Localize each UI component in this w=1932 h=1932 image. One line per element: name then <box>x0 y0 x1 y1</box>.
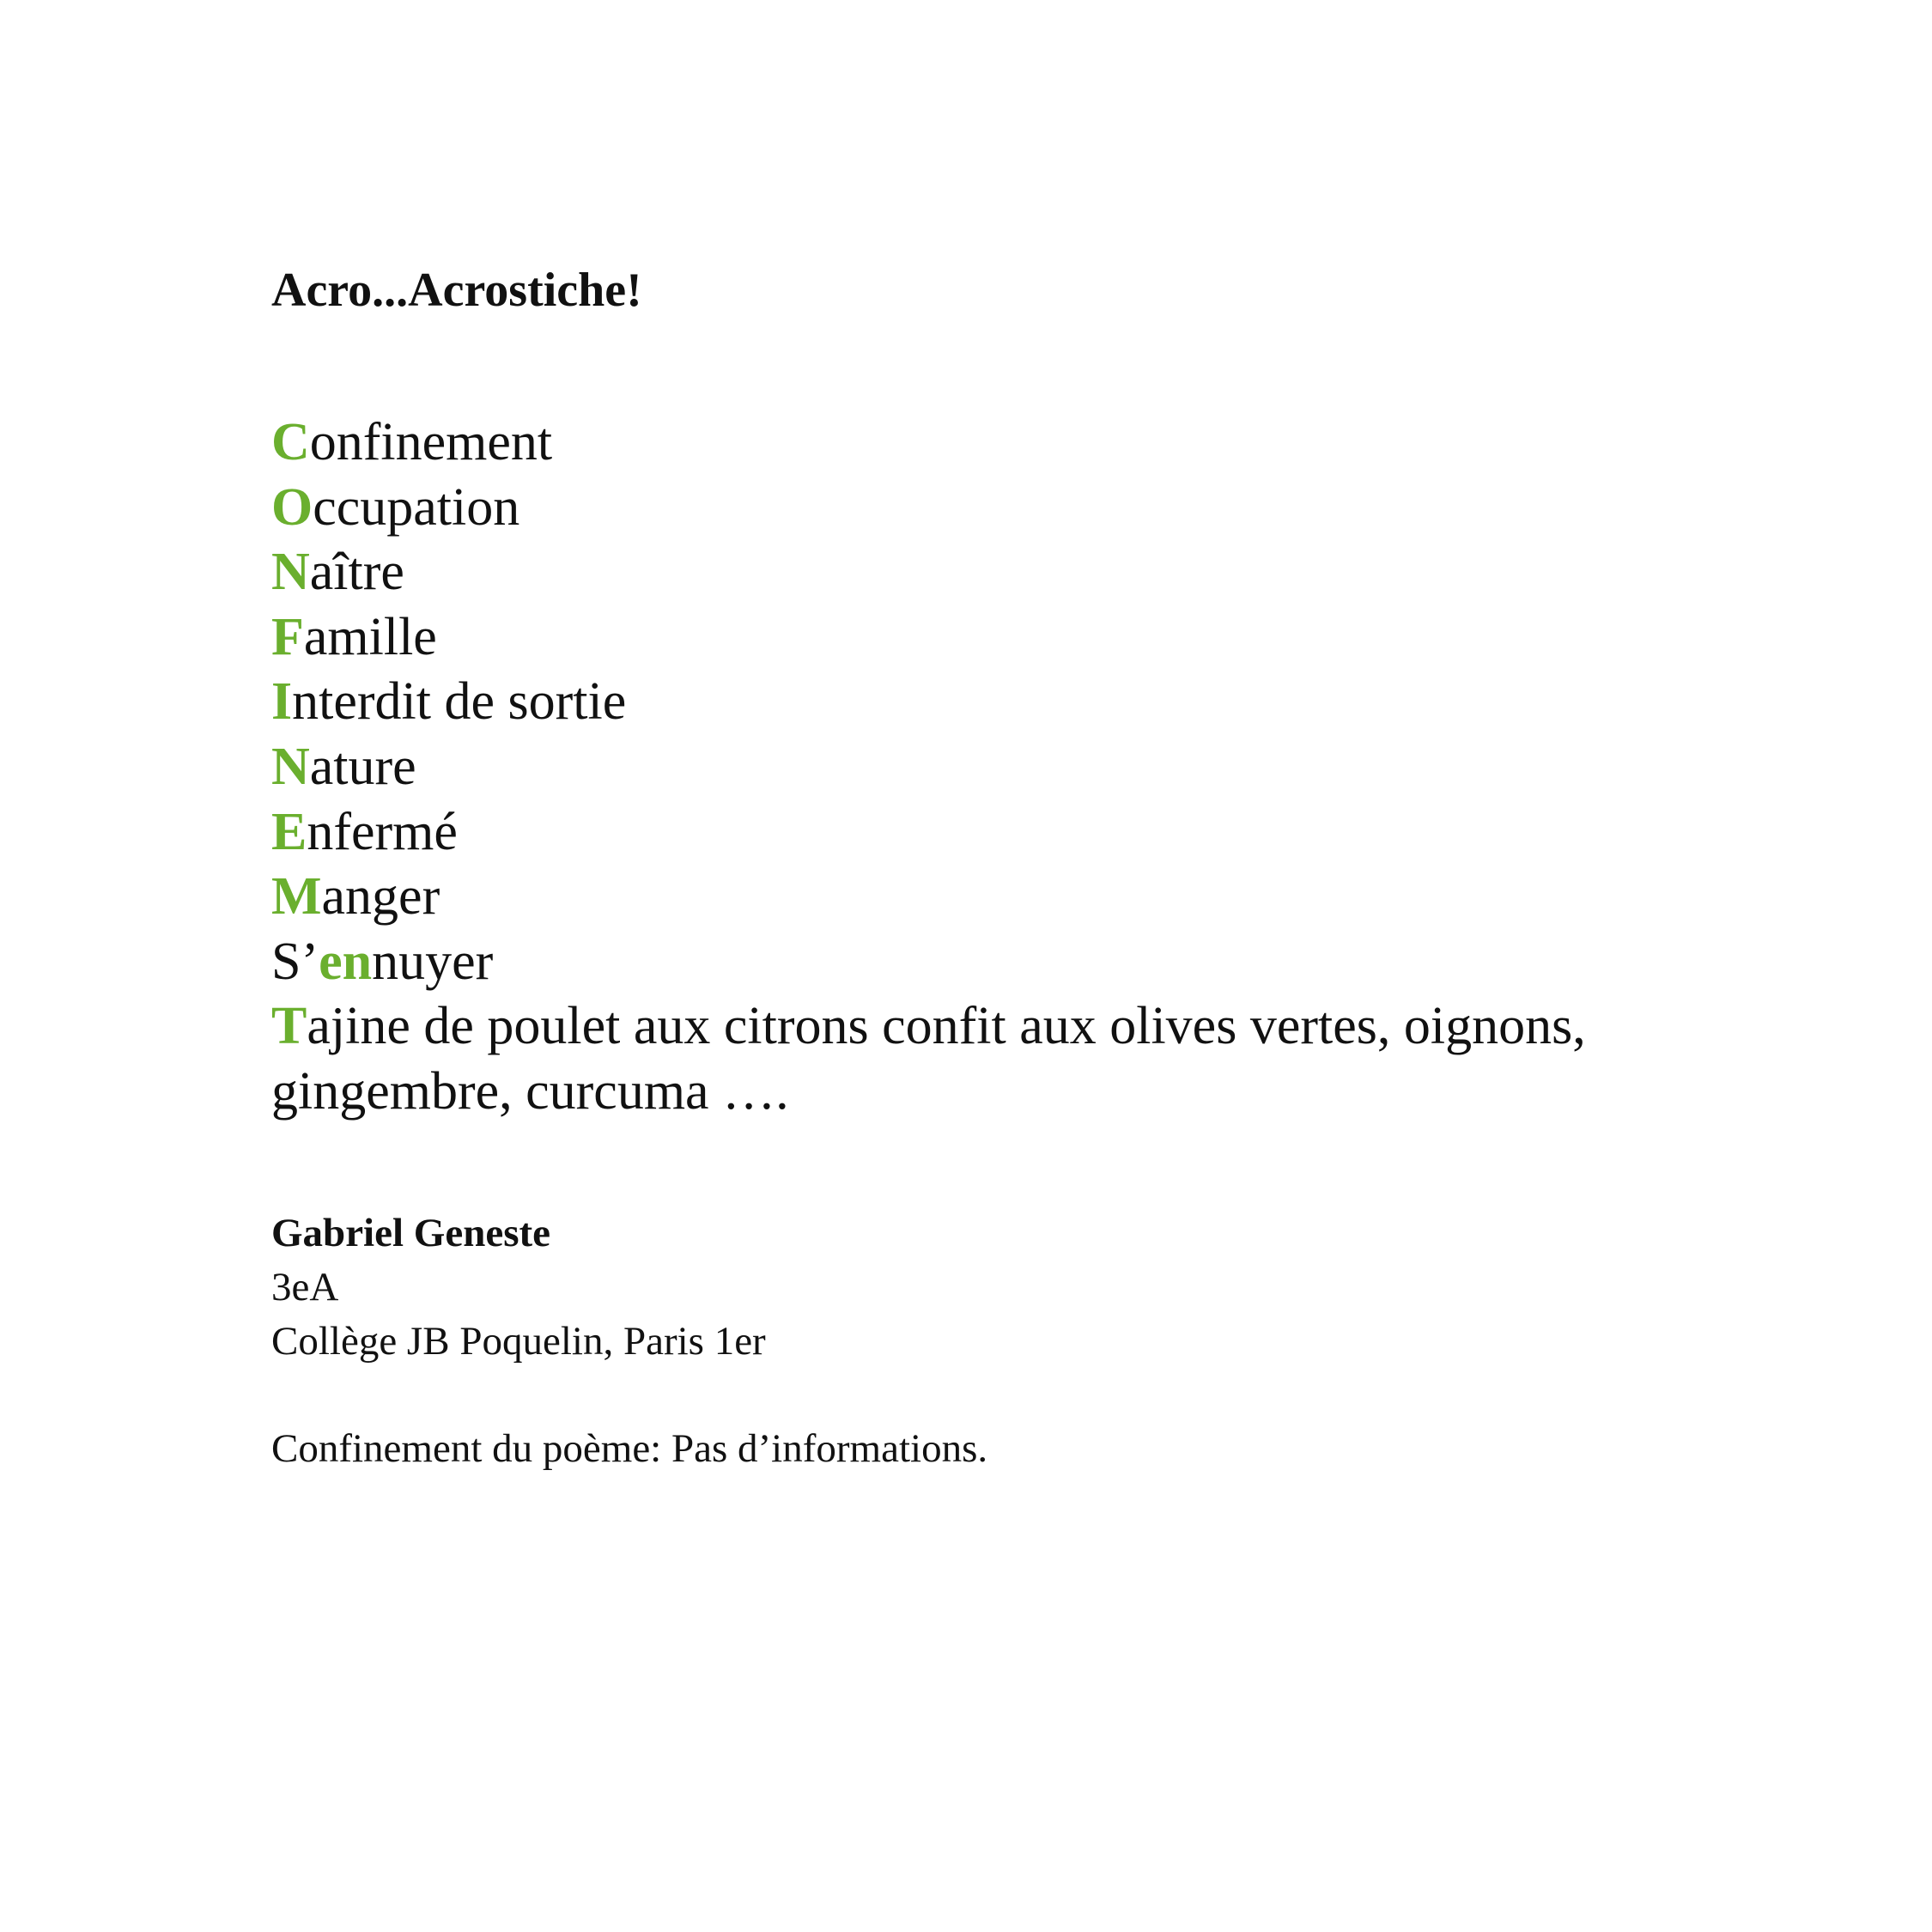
author-class: 3eA <box>271 1265 339 1309</box>
poem-note: Confinement du poème: Pas d’informations. <box>271 1426 988 1471</box>
acrostic-poem <box>271 410 1731 1125</box>
poem-line-text: nuyer <box>372 932 494 991</box>
poem-line-text: nterdit de sortie <box>292 672 627 732</box>
poem-line-text: anger <box>321 867 440 927</box>
author-info <box>271 1206 766 1369</box>
poem-line <box>271 994 1654 1124</box>
poem-line-text: nfermé <box>307 802 458 861</box>
poem-line-prefix: S’ <box>271 932 319 991</box>
acrostic-letter: I <box>271 672 293 732</box>
poem-line-text: amille <box>303 607 437 666</box>
poem-line-text: ccupation <box>313 477 520 537</box>
poem-line-text: aître <box>309 543 404 602</box>
poem-line <box>271 865 1731 930</box>
poem-line <box>271 476 1731 541</box>
acrostic-letter: M <box>271 867 322 927</box>
poem-line-text: ajine de poulet aux citrons confit aux olives vertes, oignons, gingembre, curcuma …. <box>271 997 1586 1121</box>
acrostic-letter: O <box>271 477 313 537</box>
acrostic-letter: E <box>271 802 307 861</box>
acrostic-letter: F <box>271 607 304 666</box>
acrostic-letter: N <box>271 737 310 796</box>
poem-line-text: ature <box>309 737 416 796</box>
acrostic-letter: en <box>319 932 373 991</box>
author-name: Gabriel Geneste <box>271 1211 551 1255</box>
poem-line <box>271 670 1731 735</box>
author-school: Collège JB Poquelin, Paris 1er <box>271 1319 766 1364</box>
poem-line <box>271 800 1731 866</box>
poem-line <box>271 540 1731 605</box>
poem-line <box>271 930 1731 995</box>
poem-line <box>271 410 1731 476</box>
acrostic-letter: N <box>271 543 310 602</box>
acrostic-letter: T <box>271 997 307 1056</box>
poem-title: Acro...Acrostiche! <box>271 264 642 317</box>
poem-line <box>271 605 1731 671</box>
acrostic-letter: C <box>271 413 310 471</box>
poem-line <box>271 735 1731 800</box>
poem-line-text: onfinement <box>309 413 553 471</box>
